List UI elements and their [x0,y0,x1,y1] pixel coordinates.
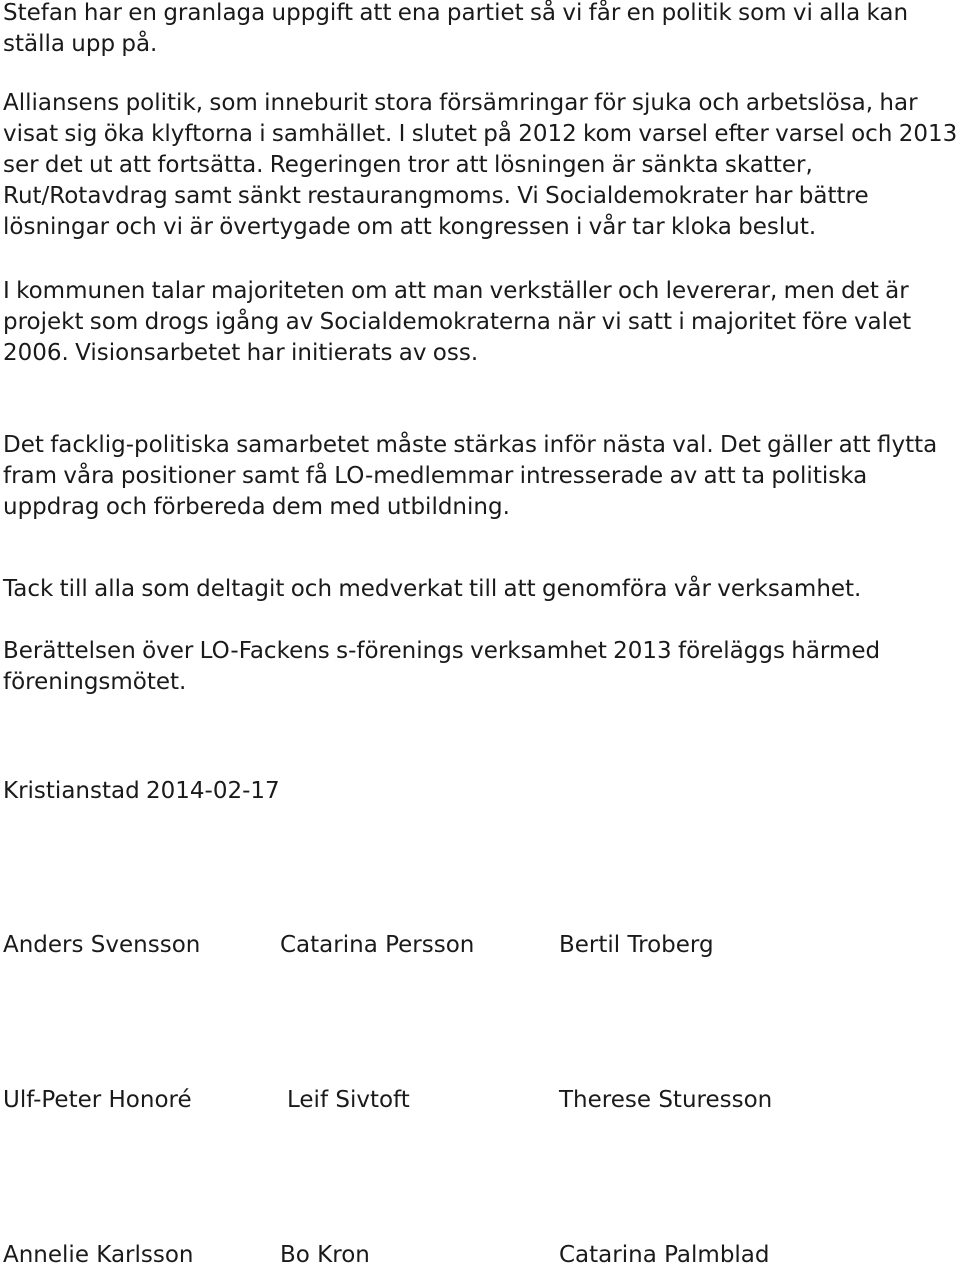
signatory-name: Catarina Persson [280,932,475,958]
signatory-name: Therese Sturesson [559,1087,773,1113]
text-line: fram våra positioner samt få LO-medlemmar intresserade av att ta politiska [3,463,868,489]
text-line: Rut/Rotavdrag samt sänkt restaurangmoms. Vi Socialdemokrater har bättre [3,183,869,209]
text-line: ställa upp på. [3,31,158,57]
signature-row [3,1240,953,1271]
paragraph-party-unity [3,0,908,60]
text-line: 2006. Visionsarbetet har initierats av oss. [3,340,479,366]
text-line: Tack till alla som deltagit och medverkat till att genomföra vår verksamhet. [3,576,862,602]
paragraph-alliance-policy [3,88,957,243]
paragraph-report-submission [3,636,880,698]
signatory-name: Ulf-Peter Honoré [3,1087,192,1113]
text-line: lösningar och vi är övertygade om att kongressen i vår tar kloka beslut. [3,214,817,240]
signature-row [3,1085,953,1116]
signatory-name: Bo Kron [280,1242,370,1268]
paragraph-municipality [3,276,911,369]
signatory-name: Bertil Troberg [559,932,714,958]
signature-row [3,930,953,961]
text-line: Det facklig-politiska samarbetet måste stärkas inför nästa val. Det gäller att flytta [3,432,938,458]
signatory-name: Catarina Palmblad [559,1242,770,1268]
signatory-name: Anders Svensson [3,932,201,958]
text-line: ser det ut att fortsätta. Regeringen tror att lösningen är sänkta skatter, [3,152,813,178]
text-line: projekt som drogs igång av Socialdemokraterna när vi satt i majoritet före valet [3,309,912,335]
text-line: I kommunen talar majoriteten om att man verkställer och levererar, men det är [3,278,909,304]
signatory-name: Leif Sivtoft [287,1087,410,1113]
text-line: Alliansens politik, som inneburit stora försämringar för sjuka och arbetslösa, har [3,90,918,116]
signatory-name: Annelie Karlsson [3,1242,194,1268]
text-line: föreningsmötet. [3,669,187,695]
paragraph-union-cooperation [3,430,937,523]
text-line: Berättelsen över LO-Fackens s-förenings verksamhet 2013 föreläggs härmed [3,638,881,664]
text-line: Stefan har en granlaga uppgift att ena partiet så vi får en politik som vi alla kan [3,0,909,26]
place-and-date: Kristianstad 2014-02-17 [3,778,280,804]
paragraph-thanks [3,574,861,605]
text-line: visat sig öka klyftorna i samhället. I slutet på 2012 kom varsel efter varsel och 2013 [3,121,958,147]
text-line: uppdrag och förbereda dem med utbildning. [3,494,510,520]
